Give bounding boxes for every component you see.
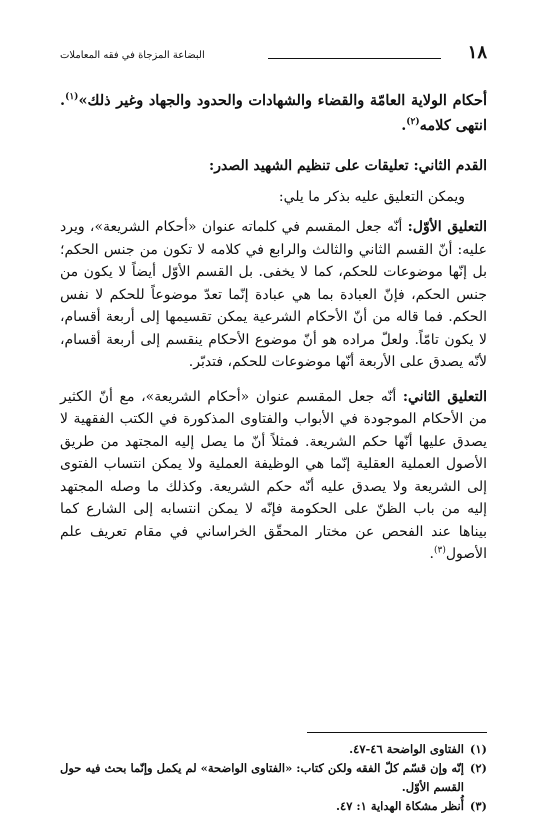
comment-1-label: التعليق الأوّل:	[407, 219, 487, 235]
comment-1-paragraph	[60, 216, 487, 374]
opening-text: أحكام الولاية العامّة والقضاء والشهادات والحدود والجهاد وغير ذلك»	[78, 92, 487, 109]
intro-paragraph: ويمكن التعليق عليه بذكر ما يلي:	[278, 188, 465, 205]
page-body	[60, 88, 487, 566]
footnote-separator	[307, 732, 487, 733]
footnote-ref-3[interactable]: (٣)	[433, 545, 446, 556]
comment-2-end: .	[429, 546, 434, 562]
footnote-text: أُنظر مشكاة الهداية ١: ٤٧.	[336, 799, 464, 813]
footnote-2	[60, 759, 487, 797]
page-number: ١٨	[467, 42, 487, 63]
opening-tail: . انتهى كلامه	[60, 92, 487, 134]
footnote-3	[60, 797, 487, 816]
footnote-text: إنّه وإن قسّم كلّ الفقه ولكن كتاب: «الفتاوى الواضحة» لم يكمل وإنّما بحث فيه حول القسم الأوّل.	[60, 761, 464, 794]
footnote-ref-1[interactable]: (١)	[65, 92, 79, 103]
footnote-number: (١)	[469, 742, 487, 756]
comment-2-paragraph	[60, 386, 487, 566]
comment-2-label: التعليق الثاني:	[402, 388, 487, 405]
comment-2-text: أنّه جعل المقسم عنوان «أحكام الشريعة»، مع أنّ الكثير من الأحكام الموجودة في الأبواب والفتاوى المذكورة في الكتب الفقهية لا يصدق عليها أنّها حكم الشريعة. فمثلاً أنّ ما يصل إليه المجتهد من طريق الأصول العملية العقلية إنّما هي الوظيفة العملية ولا يمكن انتساب الفتوى إلى الشريعة ولا يصدق عليه أنّه حكم الشريعة. وكذلك ما وصله المجتهد إليه من باب الظنّ على الحكومة فإنّه لا يمكن انتسابه إلى الشارع كما بيناها عند الفحص عن مختار المحقّق الخراساني في مقام تعريف علم الأصول	[60, 388, 487, 562]
page-header	[60, 42, 487, 70]
footnote-number: (٢)	[469, 761, 487, 775]
footnotes	[60, 740, 487, 816]
footnote-text: الفتاوى الواضحة ٤٦-٤٧.	[349, 742, 464, 756]
running-title: البضاعة المزجاة في فقه المعاملات	[60, 50, 205, 61]
footnote-ref-2[interactable]: (٢)	[406, 117, 420, 128]
footnote-1	[60, 740, 487, 759]
opening-end: .	[401, 117, 407, 134]
section-title: القدم الثاني: تعليقات على تنظيم الشهيد الصدر:	[209, 158, 487, 174]
opening-paragraph	[60, 88, 487, 138]
footnote-number: (٣)	[469, 799, 487, 813]
comment-1-text: أنّه جعل المقسم في كلماته عنوان «أحكام الشريعة»، ويرد عليه: أنّ القسم الثاني والثالث والرابع في كلامه لا تكون من جنس الحكم؛ بل إنّها موضوعات للحكم، كما لا يخفى. بل القسم الأوّل أيضاً لا يكون من جنس الحكم، فإنّ العبادة بما هي عبادة إنّما تعدّ موضوعاً للحكم لا نفس الحكم. فما قاله من أنّ الأحكام الشرعية يمكن تقسيمها إلى أربعة أقسام، لا يكون تامّاً. ولعلّ مراده هو أنّ موضوع الأحكام ينقسم إلى أربعة أقسام، لأنّه يصدق على الأربعة أنّها موضوعات للحكم، فتدبّر.	[60, 219, 487, 370]
header-rule	[268, 58, 441, 59]
